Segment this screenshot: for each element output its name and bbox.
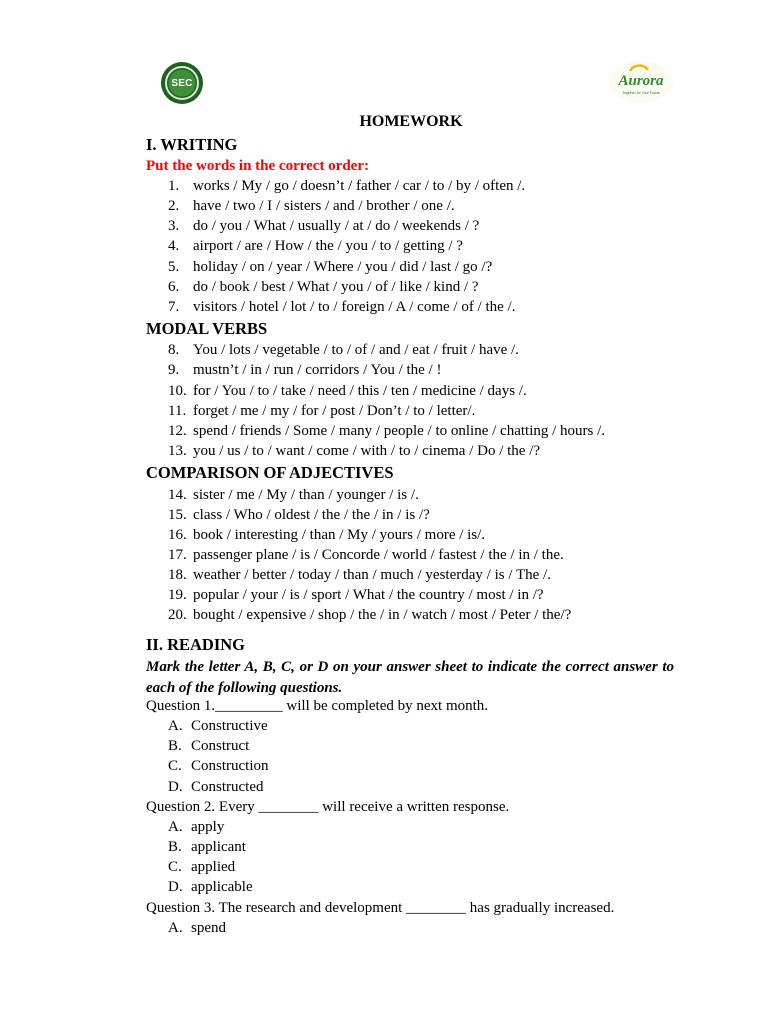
list-item: [168, 485, 419, 505]
reading-heading: II. READING: [146, 635, 246, 654]
option-letter: D.: [168, 779, 183, 795]
list-item: [168, 421, 605, 441]
item-number: 4.: [168, 238, 180, 254]
item-number: 5.: [168, 259, 180, 275]
option-text: Construct: [191, 738, 250, 754]
item-text: passenger plane / is / Concorde / world / fastest / the / in / the.: [193, 547, 564, 563]
option-text: applicant: [191, 839, 246, 855]
item-number: 19.: [168, 587, 187, 603]
item-text: mustn’t / in / run / corridors / You / the / !: [193, 362, 442, 378]
list-item: [168, 216, 479, 236]
item-text: for / You / to / take / need / this / ten / medicine / days /.: [193, 383, 527, 399]
aurora-logo: [608, 58, 674, 106]
item-text: do / book / best / What / you / of / like / kind / ?: [193, 279, 479, 295]
option-text: Constructed: [191, 779, 264, 795]
item-number: 12.: [168, 423, 187, 439]
option-b: [168, 736, 249, 756]
item-text: spend / friends / Some / many / people / to online / chatting / hours /.: [193, 423, 606, 439]
option-letter: C.: [168, 758, 182, 774]
list-item: [168, 176, 525, 196]
option-text: Construction: [191, 758, 269, 774]
item-number: 15.: [168, 507, 187, 523]
list-item: [168, 441, 540, 461]
option-a: [168, 918, 226, 938]
item-number: 1.: [168, 178, 180, 194]
option-letter: C.: [168, 859, 182, 875]
aurora-logo-text: Aurora: [618, 73, 664, 89]
list-item: [168, 545, 564, 565]
item-number: 16.: [168, 527, 187, 543]
item-text: holiday / on / year / Where / you / did / last / go /?: [193, 259, 493, 275]
item-text: have / two / I / sisters / and / brother / one /.: [193, 198, 455, 214]
option-text: applicable: [191, 879, 253, 895]
item-text: do / you / What / usually / at / do / weekends / ?: [193, 218, 480, 234]
item-number: 8.: [168, 342, 180, 358]
list-item: [168, 565, 551, 585]
list-item: [168, 340, 519, 360]
list-item: [168, 257, 492, 277]
item-text: sister / me / My / than / younger / is /.: [193, 487, 419, 503]
option-letter: A.: [168, 819, 183, 835]
option-letter: A.: [168, 718, 183, 734]
item-number: 18.: [168, 567, 187, 583]
item-text: visitors / hotel / lot / to / foreign / A / come / of / the /.: [193, 299, 516, 315]
option-text: spend: [191, 920, 226, 936]
item-number: 13.: [168, 443, 187, 459]
item-number: 9.: [168, 362, 180, 378]
list-item: [168, 401, 475, 421]
item-number: 17.: [168, 547, 187, 563]
item-number: 10.: [168, 383, 187, 399]
option-letter: D.: [168, 879, 183, 895]
option-c: [168, 756, 269, 776]
option-c: [168, 857, 235, 877]
item-text: bought / expensive / shop / the / in / watch / most / Peter / the/?: [193, 607, 572, 623]
list-item: [168, 381, 527, 401]
modal-heading: MODAL VERBS: [146, 319, 268, 338]
option-d: [168, 877, 253, 897]
option-letter: B.: [168, 839, 182, 855]
option-text: Constructive: [191, 718, 268, 734]
item-number: 2.: [168, 198, 180, 214]
list-item: [168, 585, 544, 605]
question-1: Question 1._________ will be completed by next month.: [146, 698, 489, 714]
list-item: [168, 605, 571, 625]
item-number: 3.: [168, 218, 180, 234]
item-text: You / lots / vegetable / to / of / and / eat / fruit / have /.: [193, 342, 519, 358]
page-title: HOMEWORK: [359, 113, 463, 130]
comparison-heading: COMPARISON OF ADJECTIVES: [146, 463, 394, 482]
option-b: [168, 837, 246, 857]
item-number: 20.: [168, 607, 187, 623]
option-a: [168, 716, 268, 736]
list-item: [168, 277, 479, 297]
reading-instruction: Mark the letter A, B, C, or D on your answer sheet to indicate the correct answer to each of the following questions.: [146, 659, 674, 696]
option-d: [168, 777, 264, 797]
question-2: Question 2. Every ________ will receive a written response.: [146, 799, 510, 815]
question-3: Question 3. The research and development ________ has gradually increased.: [146, 900, 615, 916]
item-number: 11.: [168, 403, 187, 419]
sec-logo-ring: [165, 66, 199, 100]
option-letter: B.: [168, 738, 182, 754]
item-text: airport / are / How / the / you / to / getting / ?: [193, 238, 463, 254]
item-text: you / us / to / want / come / with / to / cinema / Do / the /?: [193, 443, 541, 459]
item-text: class / Who / oldest / the / the / in / is /?: [193, 507, 430, 523]
item-number: 6.: [168, 279, 180, 295]
item-text: book / interesting / than / My / yours / more / is/.: [193, 527, 486, 543]
list-item: [168, 196, 455, 216]
item-text: popular / your / is / sport / What / the country / most / in /?: [193, 587, 544, 603]
option-letter: A.: [168, 920, 183, 936]
list-item: [168, 236, 463, 256]
option-text: applied: [191, 859, 236, 875]
list-item: [168, 505, 430, 525]
writing-instruction: Put the words in the correct order:: [146, 158, 369, 174]
item-text: weather / better / today / than / much / yesterday / is / The /.: [193, 567, 551, 583]
item-text: works / My / go / doesn’t / father / car / to / by / often /.: [193, 178, 526, 194]
list-item: [168, 297, 515, 317]
option-a: [168, 817, 224, 837]
item-text: forget / me / my / for / post / Don’t / to / letter/.: [193, 403, 476, 419]
sec-logo-text: SEC: [171, 77, 193, 89]
item-number: 7.: [168, 299, 180, 315]
item-number: 14.: [168, 487, 187, 503]
sec-logo: [161, 62, 203, 104]
option-text: apply: [191, 819, 225, 835]
writing-heading: I. WRITING: [146, 135, 238, 154]
list-item: [168, 360, 441, 380]
list-item: [168, 525, 485, 545]
aurora-logo-tagline: Together for Your Future: [622, 91, 660, 95]
